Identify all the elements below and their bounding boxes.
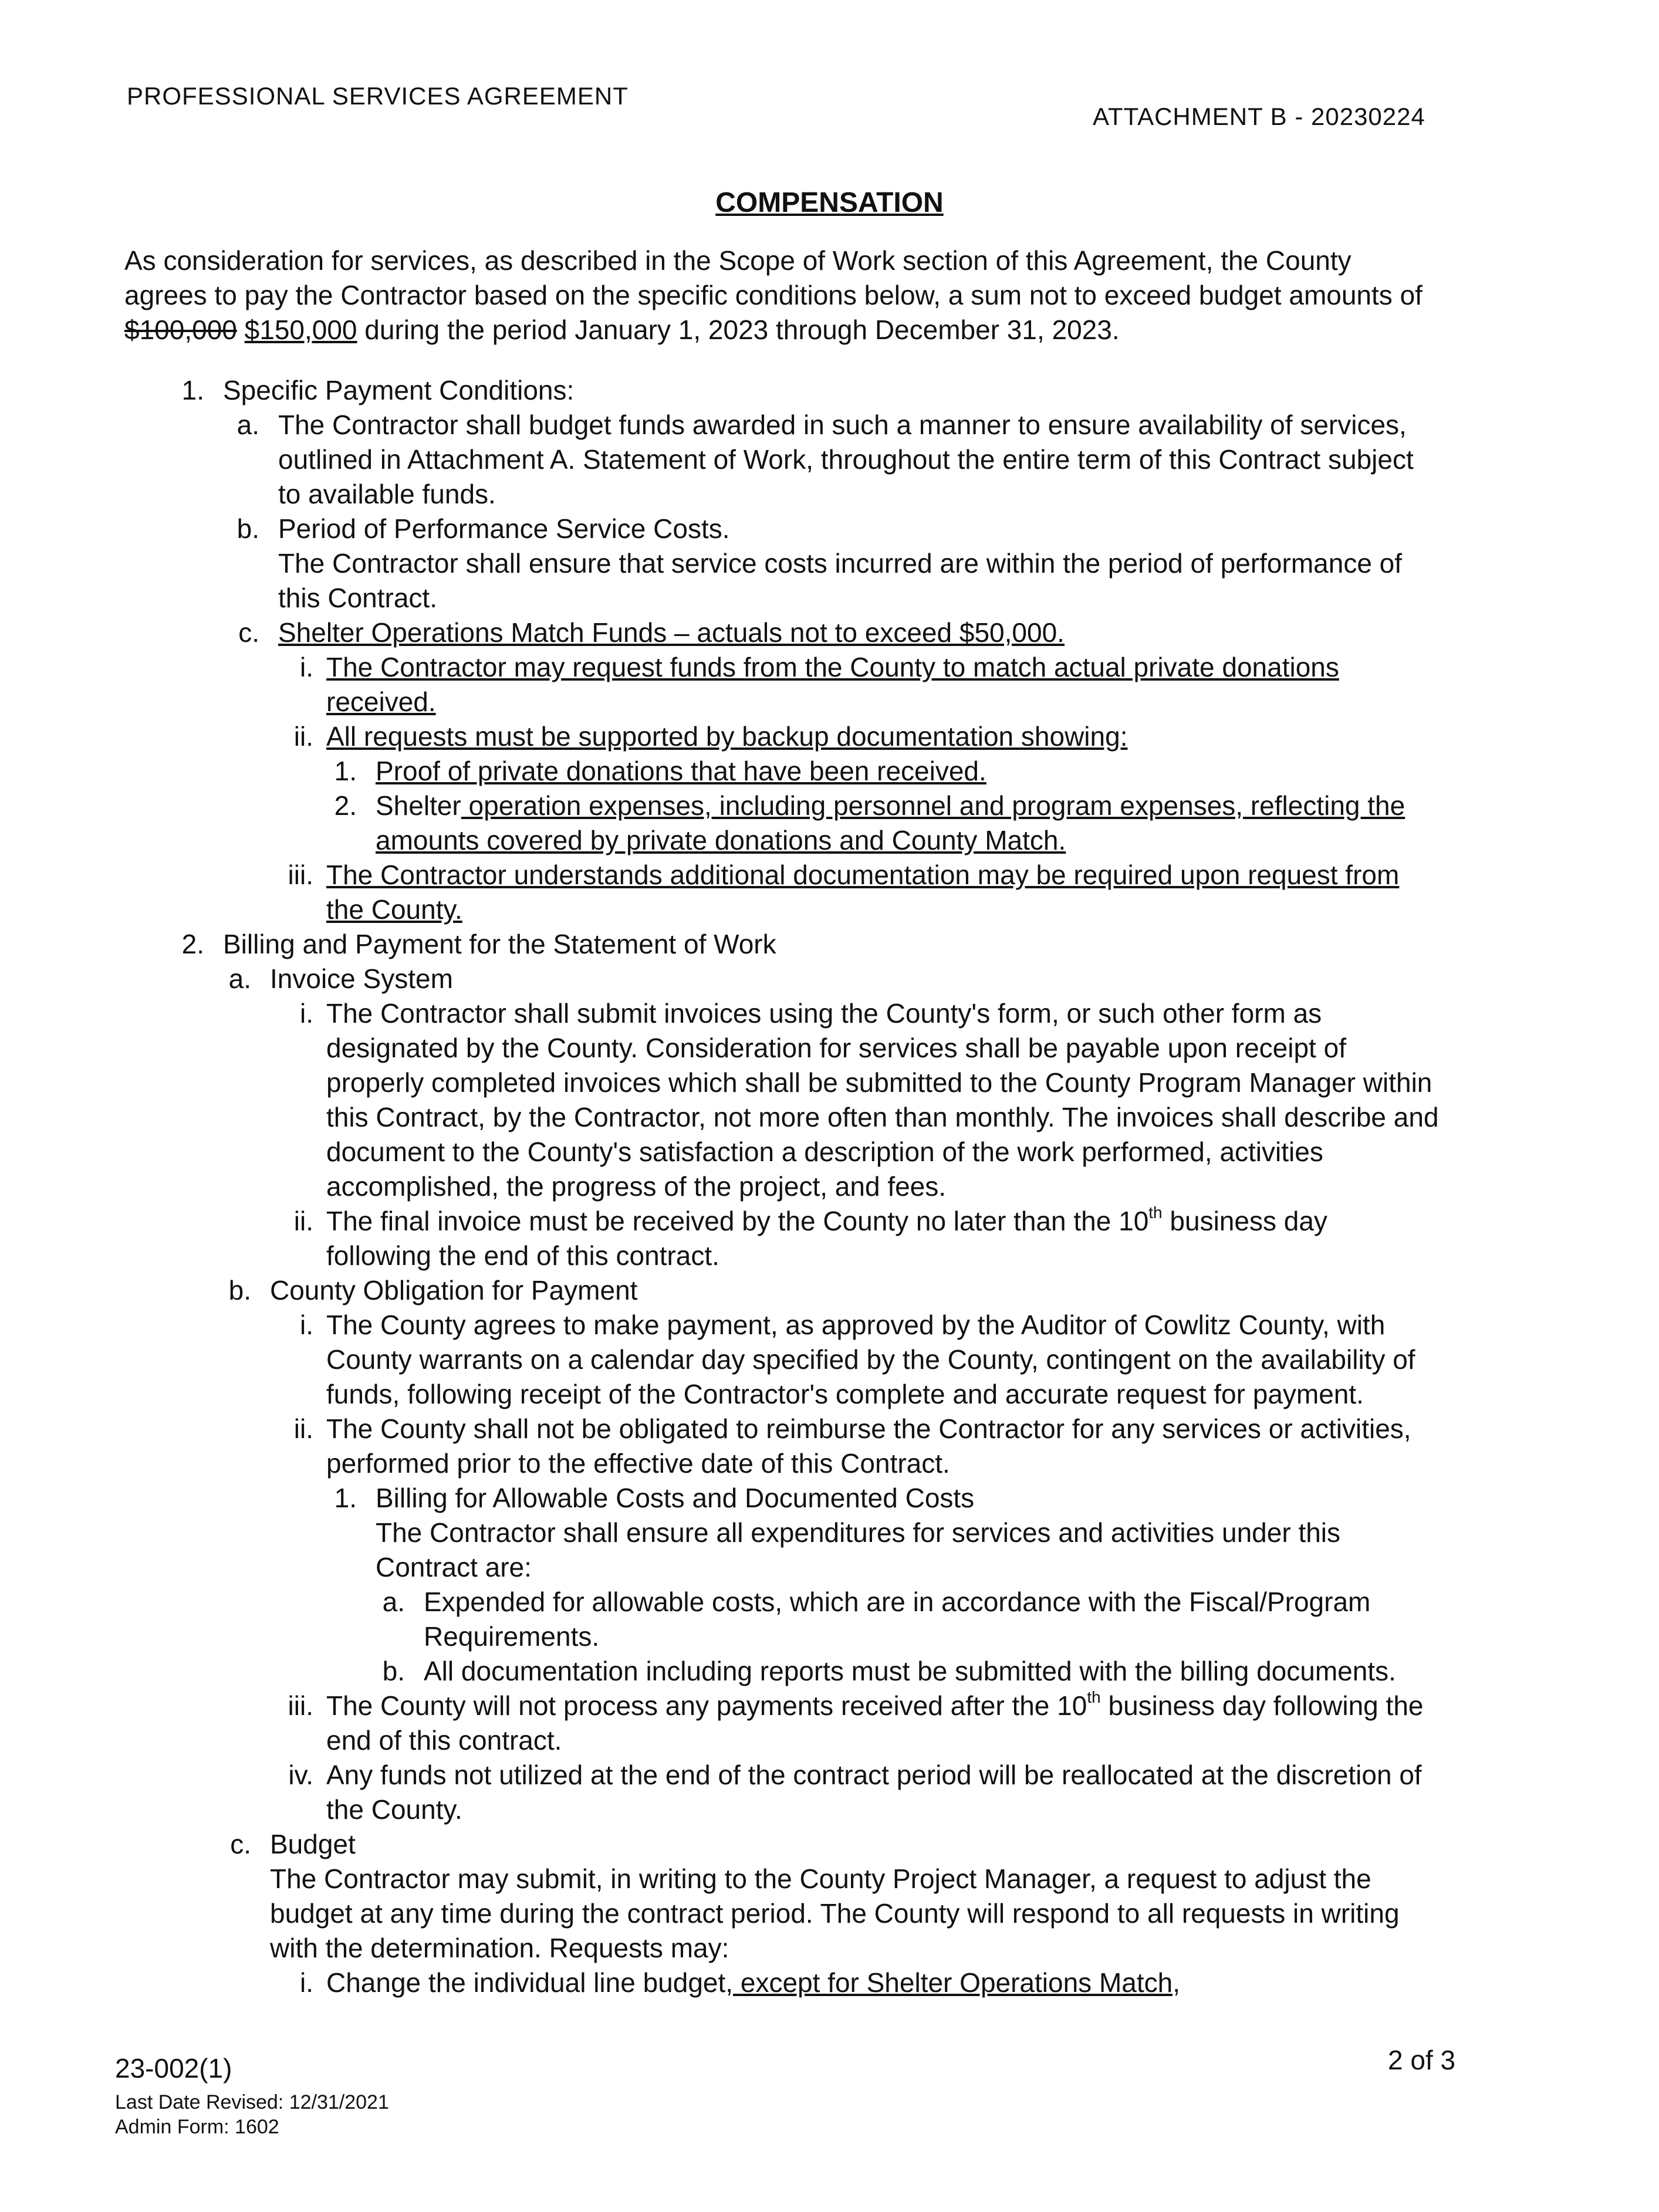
intro-paragraph [124,243,1439,347]
item-text: except for Shelter Operations Match, [733,1967,1180,1998]
item-text-prefix: Change the individual line budget, [326,1967,734,1998]
item-text: The Contractor shall ensure that service costs incurred are within the period of performance of this Contract. [278,548,1403,613]
heading-text: Specific Payment Conditions: [223,375,575,405]
list-label: i. [300,1967,313,1998]
item-text: The County will not process any payments received after the 10 [326,1690,1087,1721]
struck-amount: $100,000 [124,314,237,345]
item-text: The final invoice must be received by the County no later than the 10 [326,1206,1149,1236]
list-label: ii. [293,1206,313,1236]
last-revised: Last Date Revised: 12/31/2021 [115,2091,389,2113]
list-label: 2. [181,929,204,959]
new-amount: $150,000 [244,314,357,345]
list-label: 1. [334,1483,357,1513]
list-label: iii. [288,1690,313,1721]
list-label: ii. [293,721,313,752]
document-body [124,243,1439,2000]
item-text: operation expenses, including personnel and program expenses, reflecting the amounts covered by private donations and County Match. [376,790,1405,855]
list-label: a. [236,410,259,440]
form-code: 23-002(1) [115,2053,232,2084]
list-label: iii. [288,860,313,890]
ordinal-suffix: th [1087,1688,1101,1706]
list-label: i. [300,998,313,1029]
section-2b-ii-1 [124,1481,1439,1585]
item-heading: Billing for Allowable Costs and Documented Costs [376,1483,975,1513]
list-label: a. [228,963,251,994]
section-1c [124,615,1439,650]
admin-form: Admin Form: 1602 [115,2116,279,2138]
page-number: 2 of 3 [1388,2045,1456,2075]
list-label: iv. [288,1760,313,1790]
list-label: i. [300,1310,313,1340]
section-2b-ii-1-b [124,1654,1439,1689]
list-label: b. [236,513,259,544]
item-text: Expended for allowable costs, which are in accordance with the Fiscal/Program Requirements. [424,1587,1371,1652]
section-2-heading [124,927,1439,962]
section-1-heading [124,373,1439,408]
item-text: The Contractor shall ensure all expenditures for services and activities under this Contract are: [376,1517,1341,1582]
item-heading: Budget [270,1829,356,1859]
section-2b-i [124,1308,1439,1412]
heading-text: Billing and Payment for the Statement of Work [223,929,776,959]
item-text-prefix: Shelter [376,790,461,821]
section-1c-ii-1 [124,754,1439,789]
item-text: All requests must be supported by backup documentation showing: [326,721,1128,752]
item-heading: Period of Performance Service Costs. [278,513,730,544]
list-label: b. [228,1275,251,1305]
header-agreement-title: PROFESSIONAL SERVICES AGREEMENT [127,82,629,110]
section-2b [124,1273,1439,1308]
list-label: 1. [181,375,204,405]
list-label: i. [300,652,313,682]
item-text: The Contractor shall budget funds awarded in such a manner to ensure availability of services, outlined in Attachment A. Statement of Work, throughout the entire term of this Contract subject to available funds. [278,410,1414,509]
item-text: The Contractor shall submit invoices using the County's form, or such other form as designated by the County. Consideration for services shall be payable upon receipt of properly completed invoices which shall be submitted to the County Program Manager within this Contract, by the Contractor, not more often than monthly. The invoices shall describe and document to the County's satisfaction a description of the work performed, activities accomplished, the progress of the project, and fees. [326,998,1439,1202]
section-1a [124,408,1439,512]
item-heading: County Obligation for Payment [270,1275,638,1305]
section-2b-ii-1-a [124,1585,1439,1654]
section-1c-ii [124,719,1439,754]
section-2b-iii [124,1689,1439,1758]
item-heading: Shelter Operations Match Funds – actuals not to exceed $50,000. [278,617,1065,648]
item-text-end: business day following the end of this contract. [326,1206,1327,1271]
section-2b-ii [124,1412,1439,1481]
header-attachment-id: ATTACHMENT B - 20230224 [1093,103,1425,130]
list-label: a. [382,1587,405,1617]
list-label: 1. [334,756,357,786]
section-2c [124,1827,1439,1966]
item-text: All documentation including reports must be submitted with the billing documents. [424,1656,1396,1686]
section-2b-iv [124,1758,1439,1827]
item-text: The County shall not be obligated to reimburse the Contractor for any services or activities, performed prior to the effective date of this Contract. [326,1413,1411,1479]
section-1c-i [124,650,1439,719]
item-text: The Contractor may request funds from the County to match actual private donations received. [326,652,1339,717]
section-2a-ii [124,1204,1439,1273]
section-2c-i [124,1966,1439,2000]
list-label: c. [238,617,259,648]
section-1c-iii [124,858,1439,927]
list-label: ii. [293,1413,313,1444]
list-label: 2. [334,790,357,821]
item-text: The Contractor may submit, in writing to the County Project Manager, a request to adjust the budget at any time during the contract period. The County will respond to all requests in writing with the determination. Requests may: [270,1863,1400,1963]
list-label: c. [230,1829,251,1859]
item-text: Any funds not utilized at the end of the contract period will be reallocated at the discretion of the County. [326,1760,1422,1825]
section-2a-i [124,996,1439,1204]
ordinal-suffix: th [1148,1203,1163,1222]
item-text: The Contractor understands additional documentation may be required upon request from the County. [326,860,1400,925]
list-label: b. [382,1656,405,1686]
intro-text: As consideration for services, as described in the Scope of Work section of this Agreement, the County agrees to pay the Contractor based on the specific conditions below, a sum not to exceed budget amounts of [124,245,1423,310]
section-1c-ii-2 [124,789,1439,858]
item-text-end: business day following the end of this contract. [326,1690,1424,1756]
intro-text-end: during the period January 1, 2023 through December 31, 2023. [357,314,1120,345]
footer-meta [115,2090,389,2139]
item-text: Proof of private donations that have been received. [376,756,986,786]
item-heading: Invoice System [270,963,453,994]
section-2a [124,962,1439,996]
section-1b [124,512,1439,615]
item-text: The County agrees to make payment, as approved by the Auditor of Cowlitz County, with County warrants on a calendar day specified by the County, contingent on the availability of funds, following receipt of the Contractor's complete and accurate request for payment. [326,1310,1415,1409]
section-title: COMPENSATION [715,187,944,218]
